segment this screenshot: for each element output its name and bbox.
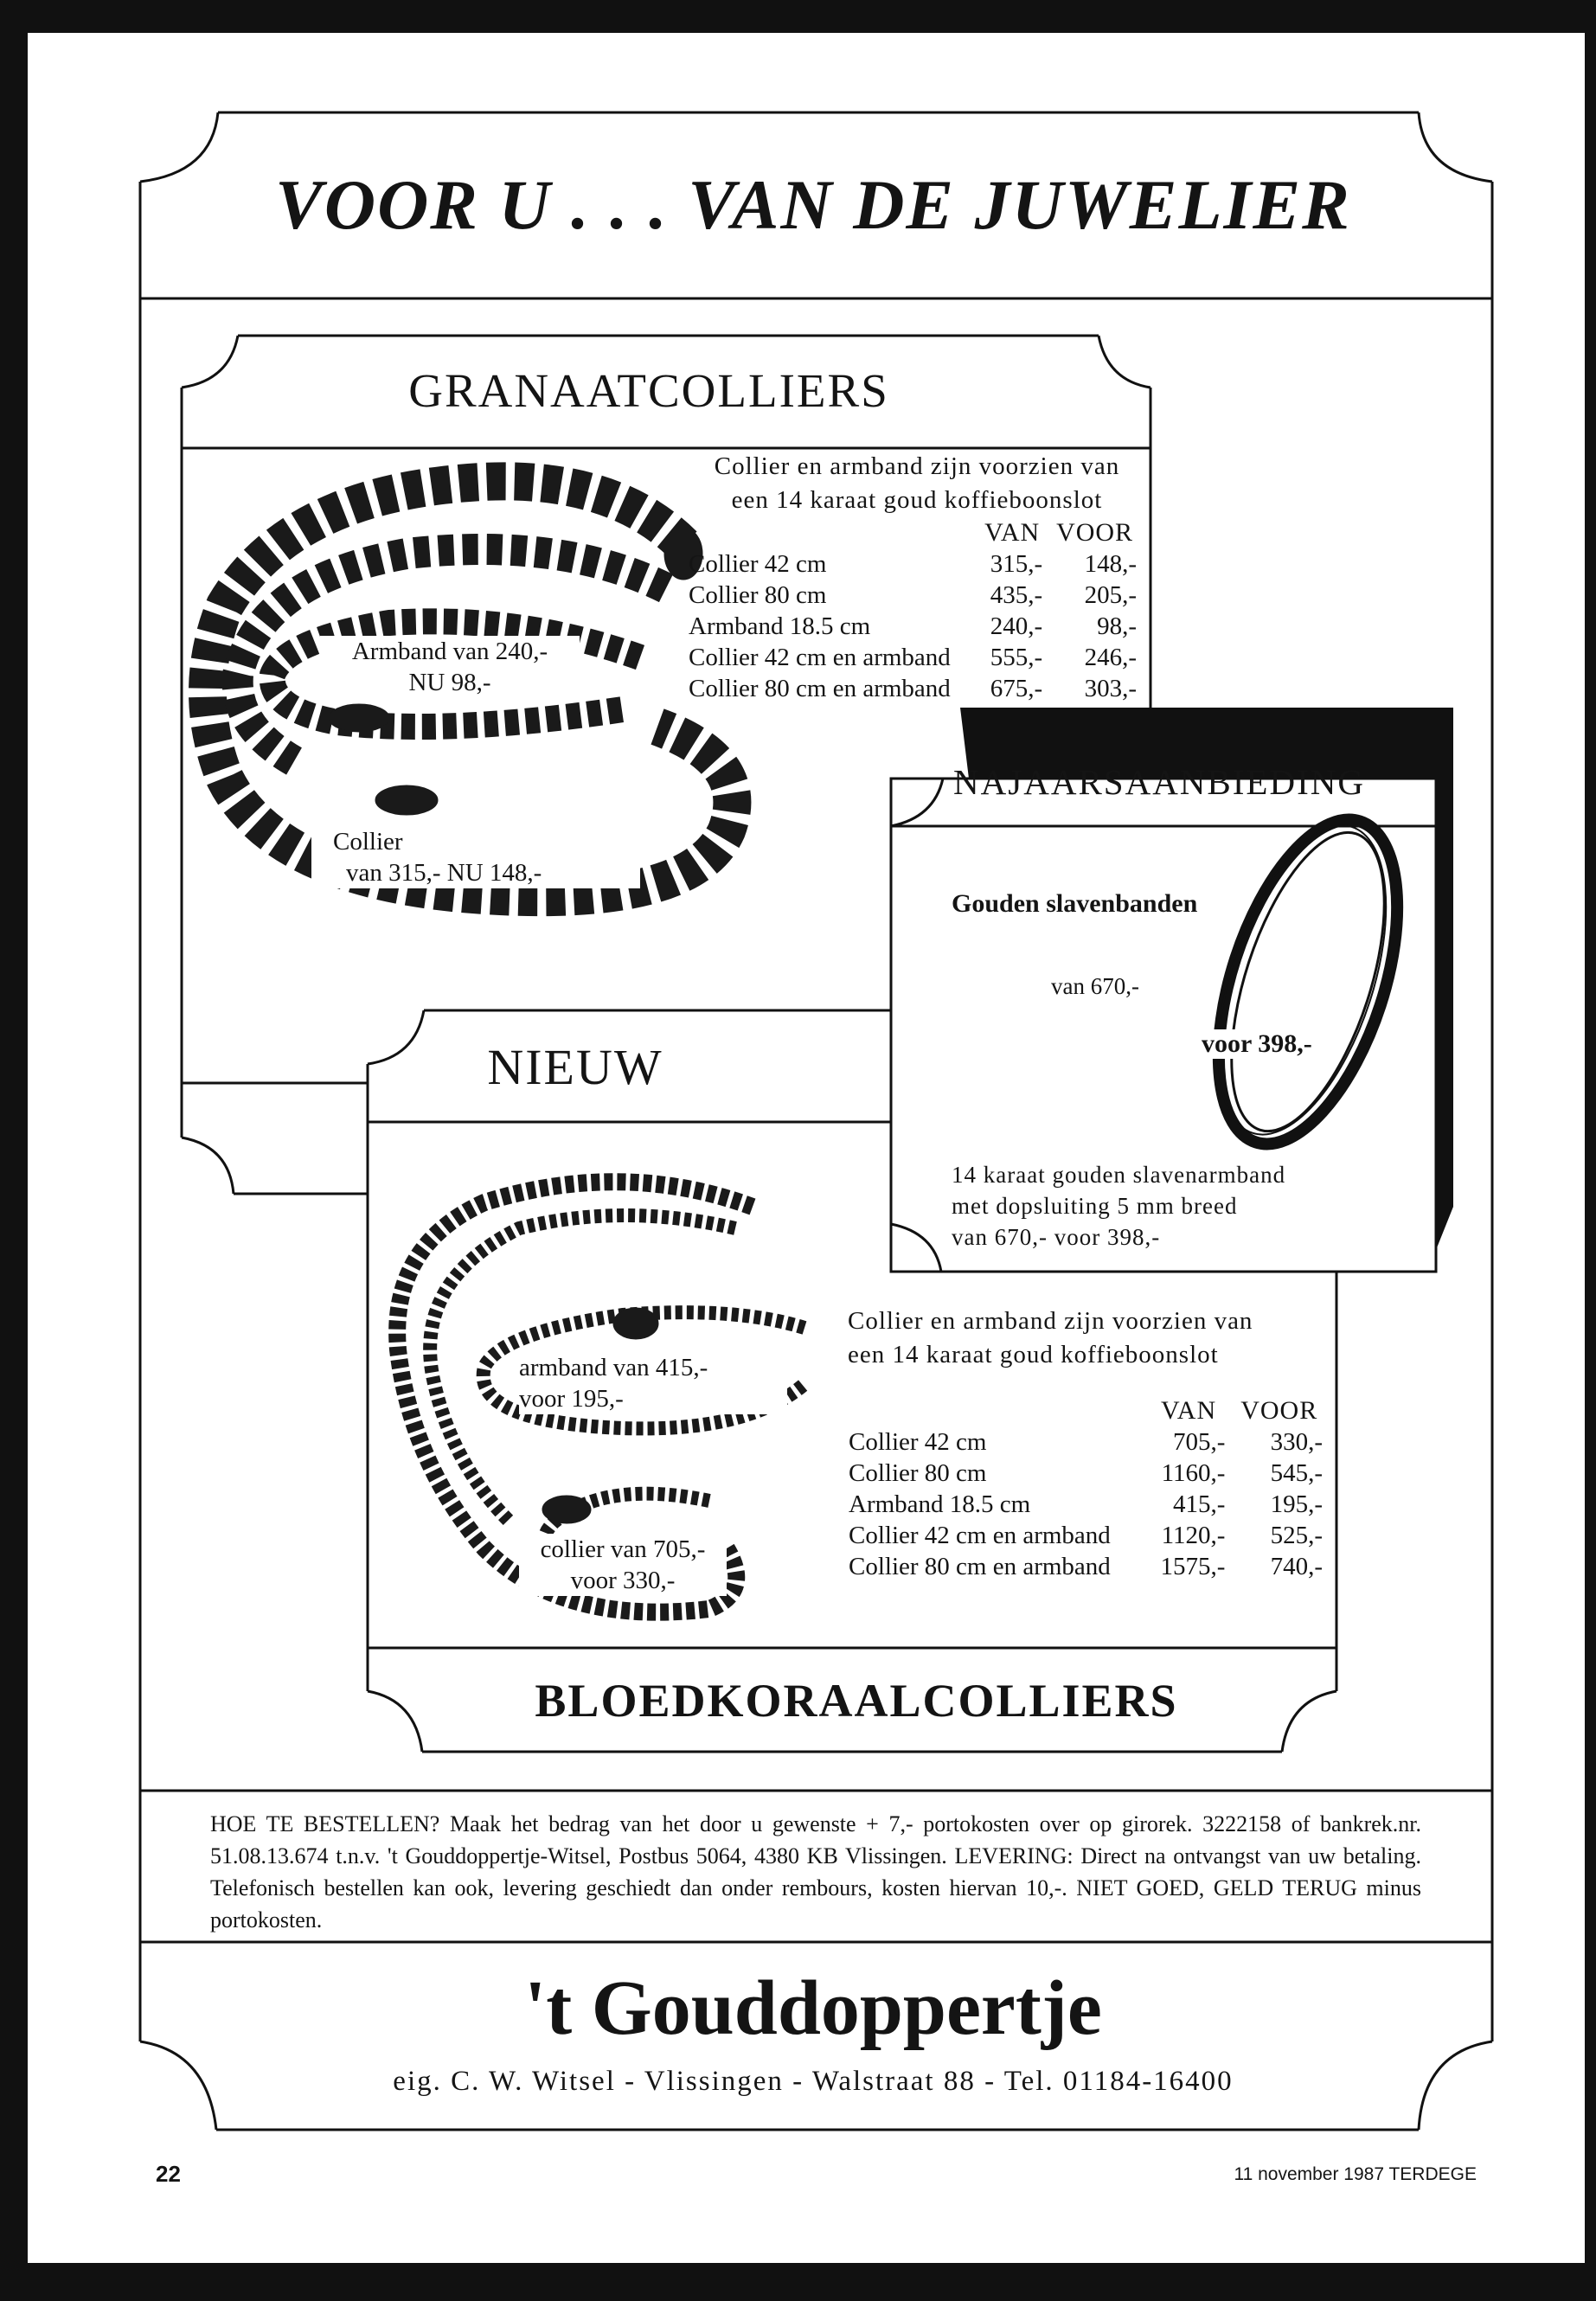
left-edge xyxy=(0,0,28,2301)
order-instructions: HOE TE BESTELLEN? Maak het bedrag van het door u gewenste + 7,- portokosten over op girorek. 3222158 of bankrek.nr. 51.08.13.674 t.n.v. 't Gouddoppertje-Witsel, Postbus 5064, 4380 KB Vlissingen. LEVERING: Direct na ontvangst van uw betaling. Telefonisch bestellen kan ook, levering geschiedt dan onder rembours, kosten hiervan 10,-. NIET GOED, GELD TERUG minus portokosten. xyxy=(210,1811,1421,1932)
caption-line: collier van 705,- xyxy=(540,1535,706,1563)
granaat-intro-line-1: Collier en armband zijn voorzien van xyxy=(714,452,1120,480)
bloed-heading: BLOEDKORAALCOLLIERS xyxy=(535,1675,1178,1727)
nieuw-label: NIEUW xyxy=(487,1039,663,1095)
granaat-col-voor: VOOR xyxy=(1056,518,1134,547)
price-van: 705,- xyxy=(1173,1428,1226,1456)
price-voor: 740,- xyxy=(1270,1553,1323,1580)
najaar-heading: NAJAARSAANBIEDING xyxy=(953,762,1365,802)
najaar-product: Gouden slavenbanden xyxy=(952,889,1198,918)
caption-line: NU 98,- xyxy=(408,669,491,696)
bloed-intro xyxy=(848,1304,1315,1372)
shop-name: 't Gouddoppertje xyxy=(524,1965,1102,2051)
price-item: Collier 42 cm xyxy=(689,550,827,578)
table-row xyxy=(843,1426,1328,1458)
page-number: 22 xyxy=(156,2161,181,2187)
caption-line: Armband van 240,- xyxy=(351,638,548,665)
price-van: 675,- xyxy=(990,675,1043,702)
table-row xyxy=(843,1551,1328,1582)
bloed-collier-caption xyxy=(519,1534,727,1596)
najaar-desc-line: van 670,- voor 398,- xyxy=(952,1224,1161,1250)
najaar-voor-price: voor 398,- xyxy=(1198,1029,1316,1059)
table-row xyxy=(683,548,1142,580)
caption-line: van 315,- NU 148,- xyxy=(346,859,542,887)
price-van: 415,- xyxy=(1173,1490,1226,1518)
price-voor: 246,- xyxy=(1084,644,1137,671)
najaar-description xyxy=(952,1159,1285,1253)
table-row xyxy=(683,611,1142,642)
price-voor: 195,- xyxy=(1270,1490,1323,1518)
price-voor: 98,- xyxy=(1097,612,1137,640)
granaat-intro-line-2: een 14 karaat goud koffieboonslot xyxy=(731,486,1103,514)
page-title: VOOR U . . . VAN DE JUWELIER xyxy=(275,165,1351,244)
najaar-desc-line: 14 karaat gouden slavenarmband xyxy=(952,1162,1286,1188)
table-row xyxy=(683,580,1142,611)
table-row xyxy=(843,1489,1328,1520)
price-item: Collier 42 cm xyxy=(849,1428,987,1456)
top-edge xyxy=(0,0,1596,33)
bottom-edge xyxy=(0,2263,1596,2301)
price-van: 555,- xyxy=(990,644,1043,671)
caption-line: voor 195,- xyxy=(519,1385,624,1413)
caption-line: armband van 415,- xyxy=(519,1354,708,1381)
granaat-intro xyxy=(692,450,1142,517)
price-voor: 330,- xyxy=(1270,1428,1323,1456)
shop-address: eig. C. W. Witsel - Vlissingen - Walstraat 88 - Tel. 01184-16400 xyxy=(393,2066,1234,2097)
najaar-desc-line: met dopsluiting 5 mm breed xyxy=(952,1193,1238,1219)
price-voor: 303,- xyxy=(1084,675,1137,702)
price-item: Armband 18.5 cm xyxy=(689,612,871,640)
price-item: Collier 42 cm en armband xyxy=(849,1522,1111,1549)
price-van: 1120,- xyxy=(1161,1522,1226,1549)
granaat-price-header xyxy=(683,517,1142,548)
granaat-heading: GRANAATCOLLIERS xyxy=(408,364,889,417)
caption-line: Collier xyxy=(333,828,403,856)
bloed-col-voor: VOOR xyxy=(1240,1396,1318,1425)
price-voor: 545,- xyxy=(1270,1459,1323,1487)
bloed-price-table xyxy=(843,1395,1328,1582)
price-van: 315,- xyxy=(990,550,1043,578)
price-voor: 148,- xyxy=(1084,550,1137,578)
price-item: Collier 42 cm en armband xyxy=(689,644,951,671)
bloed-price-header xyxy=(843,1395,1328,1426)
granaat-collier-caption xyxy=(311,826,640,888)
price-item: Collier 80 cm xyxy=(849,1459,987,1487)
price-voor: 205,- xyxy=(1084,581,1137,609)
price-van: 240,- xyxy=(990,612,1043,640)
price-van: 1160,- xyxy=(1161,1459,1226,1487)
price-item: Armband 18.5 cm xyxy=(849,1490,1031,1518)
table-row xyxy=(843,1458,1328,1489)
price-item: Collier 80 cm en armband xyxy=(849,1553,1111,1580)
right-edge xyxy=(1585,0,1596,2301)
table-row xyxy=(843,1520,1328,1551)
bloed-col-van: VAN xyxy=(1160,1396,1217,1425)
caption-line: voor 330,- xyxy=(570,1567,676,1594)
table-row xyxy=(683,642,1142,673)
price-item: Collier 80 cm xyxy=(689,581,827,609)
granaat-armband-caption xyxy=(320,636,580,698)
bloed-intro-line-1: Collier en armband zijn voorzien van xyxy=(848,1307,1253,1335)
granaat-price-table xyxy=(683,517,1142,704)
price-van: 1575,- xyxy=(1160,1553,1226,1580)
price-van: 435,- xyxy=(990,581,1043,609)
table-row xyxy=(683,673,1142,704)
price-item: Collier 80 cm en armband xyxy=(689,675,951,702)
price-voor: 525,- xyxy=(1270,1522,1323,1549)
bloed-intro-line-2: een 14 karaat goud koffieboonslot xyxy=(848,1341,1219,1368)
granaat-col-van: VAN xyxy=(984,518,1041,547)
bloed-armband-caption xyxy=(519,1352,787,1414)
page-footer: 11 november 1987 TERDEGE xyxy=(1234,2164,1477,2184)
najaar-van-price: van 670,- xyxy=(1051,973,1139,999)
